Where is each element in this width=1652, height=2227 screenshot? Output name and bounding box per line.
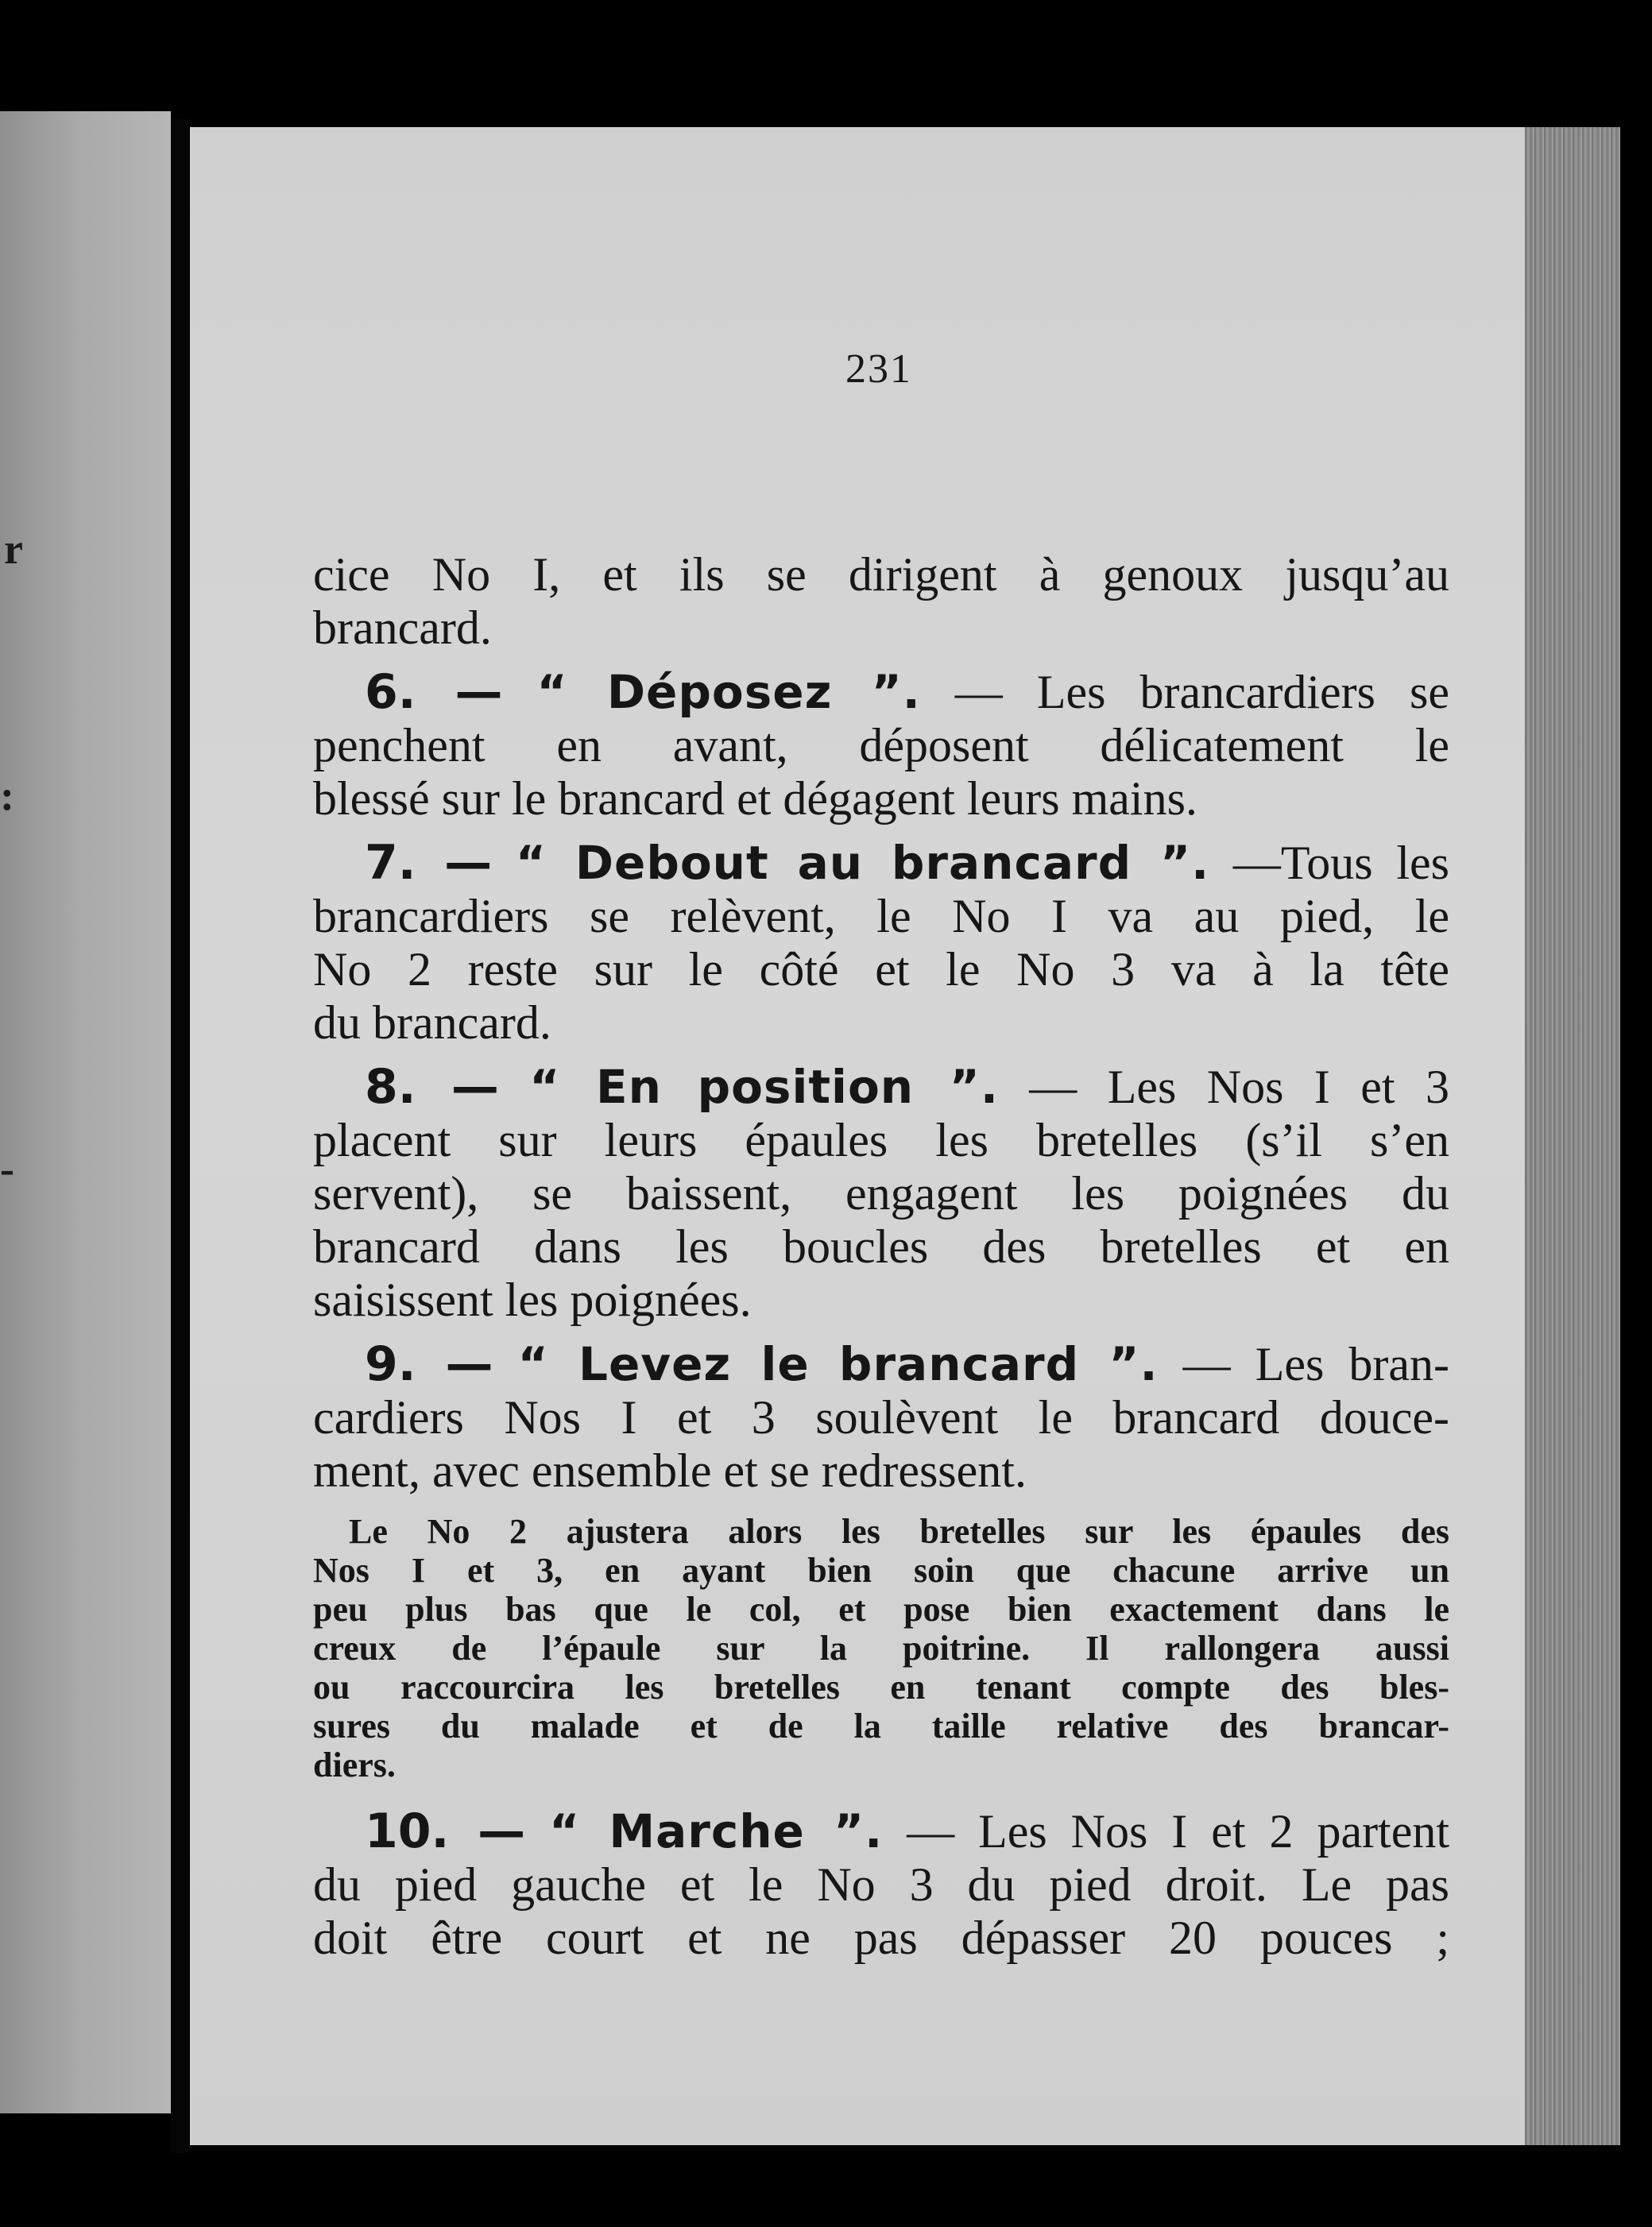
text-line: brancard dans les boucles des bretelles et en [313, 1220, 1449, 1273]
command-label: “ Debout au brancard ”. [515, 836, 1210, 890]
command-label: “ Déposez ”. [536, 665, 921, 719]
note-line: diers. [313, 1746, 396, 1784]
text-line: du brancard. [313, 996, 551, 1049]
paragraph-6 [313, 666, 1449, 825]
step-number: 9. — [365, 1336, 493, 1392]
text-line: blessé sur le brancard et dégagent leurs mains. [313, 772, 1197, 825]
paragraph-9 [313, 1338, 1449, 1498]
note-line: peu plus bas que le col, et pose bien exactement dans le [313, 1590, 1449, 1629]
text-line [313, 666, 1449, 719]
paragraph-8 [313, 1061, 1449, 1327]
step-number: 7. — [365, 835, 493, 891]
text-block [313, 350, 1449, 1965]
text-line: No 2 reste sur le côté et le No 3 va à la tête [313, 943, 1449, 996]
text-fragment: — Les brancardiers se [954, 666, 1449, 718]
text-line: brancard. [313, 601, 492, 654]
left-margin-mark: - [0, 1145, 14, 1193]
note-line: ou raccourcira les bretelles en tenant compte des bles- [313, 1668, 1449, 1707]
step-number: 8. — [365, 1059, 499, 1115]
text-line: cice No I, et ils se dirigent à genoux jusqu’au [313, 548, 1449, 601]
command-label: “ Marche ”. [549, 1804, 884, 1858]
page-number: 231 [845, 346, 912, 392]
paragraph-10 [313, 1805, 1449, 1965]
step-number: 10. — [365, 1804, 526, 1859]
text-line [313, 1338, 1449, 1391]
text-line [313, 837, 1449, 890]
text-fragment: — Les Nos I et 3 [1029, 1061, 1450, 1113]
book-spine [171, 119, 190, 2153]
left-margin-mark: : [0, 771, 14, 819]
note-line: Nos I et 3, en ayant bien soin que chacune arrive un [313, 1551, 1449, 1590]
command-label: “ Levez le brancard ”. [517, 1337, 1159, 1391]
text-line: doit être court et ne pas dépasser 20 pouces ; [313, 1912, 1449, 1964]
text-line: brancardiers se relèvent, le No I va au pied, le [313, 890, 1449, 942]
text-line [313, 1805, 1449, 1858]
note-paragraph [313, 1512, 1449, 1784]
command-label: “ En position ”. [529, 1060, 999, 1114]
book-page [190, 127, 1620, 2145]
paragraph-7 [313, 837, 1449, 1050]
text-line: servent), se baissent, engagent les poignées du [313, 1167, 1449, 1220]
text-line [313, 1061, 1449, 1114]
note-line: Le No 2 ajustera alors les bretelles sur les épaules des [349, 1512, 1449, 1551]
text-line: cardiers Nos I et 3 soulèvent le brancard douce- [313, 1391, 1449, 1444]
text-fragment: — Les Nos I et 2 partent [907, 1805, 1450, 1858]
text-line: saisissent les poignées. [313, 1274, 752, 1326]
text-fragment: — Les bran- [1182, 1338, 1449, 1390]
left-margin-mark: r [4, 525, 23, 573]
step-number: 6. — [365, 664, 503, 720]
text-line: placent sur leurs épaules les bretelles (s’il s’en [313, 1114, 1449, 1166]
paragraph-continuation [313, 548, 1449, 655]
note-line: sures du malade et de la taille relative des brancar- [313, 1707, 1449, 1746]
text-line: penchent en avant, déposent délicatement le [313, 719, 1449, 771]
left-page-strip [0, 111, 171, 2113]
text-line: du pied gauche et le No 3 du pied droit. Le pas [313, 1858, 1449, 1911]
page-edge [1525, 127, 1620, 2145]
text-line: ment, avec ensemble et se redressent. [313, 1444, 1027, 1497]
note-line: creux de l’épaule sur la poitrine. Il rallongera aussi [313, 1629, 1449, 1668]
text-fragment: —Tous les [1232, 837, 1449, 889]
